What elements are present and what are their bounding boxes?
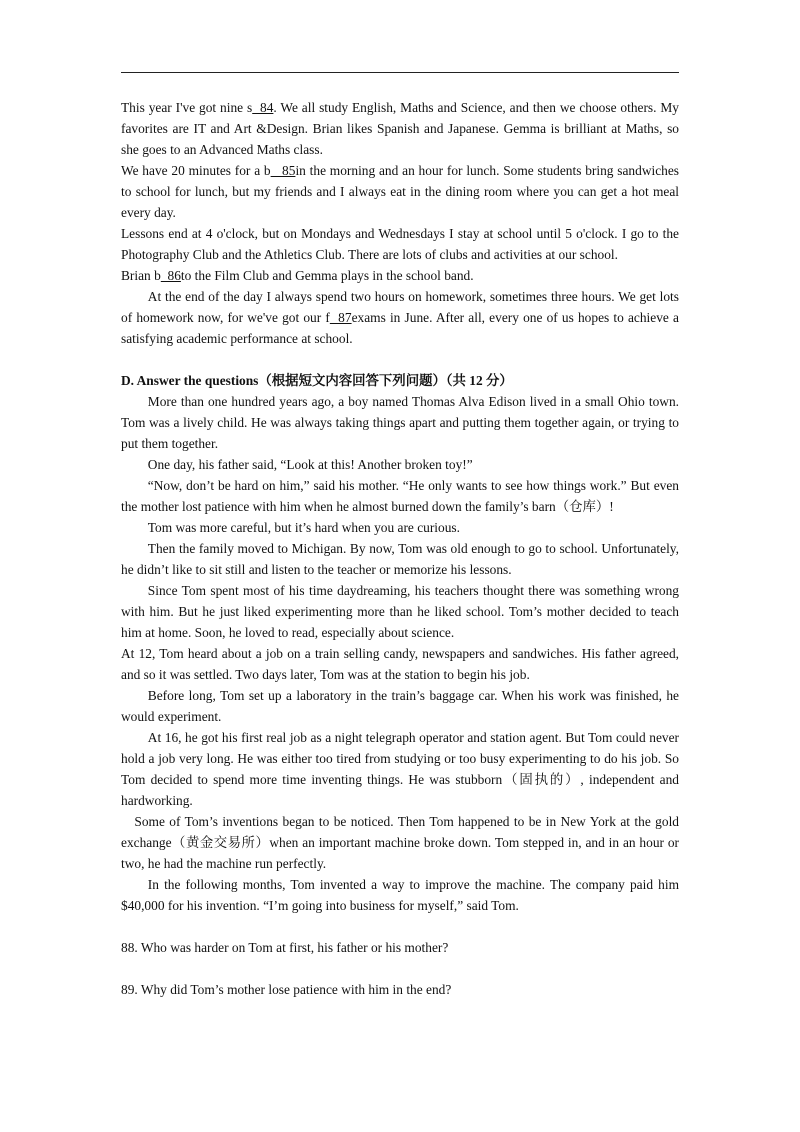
story-paragraph: At 12, Tom heard about a job on a train selling candy, newspapers and sandwiches. His father agreed, and so it was settled. Two days later, Tom was at the station to begin his job. — [121, 646, 679, 682]
header-rule — [121, 72, 679, 73]
story-paragraph: At 16, he got his first real job as a night telegraph operator and station agent. But Tom could never hold a job very long. He was either too tired from studying or too busy experimenting to do his job. So Tom decided to spend more time inventing things. He was stubborn（固执的）, independent and hardworking. — [121, 730, 679, 808]
question-88: 88. Who was harder on Tom at first, his father or his mother? — [121, 940, 449, 955]
story-paragraph: Before long, Tom set up a laboratory in the train’s baggage car. When his work was finished, he would experiment. — [121, 688, 679, 724]
section-d-heading: D. Answer the questions（根据短文内容回答下列问题）（共 12 分） — [121, 373, 513, 388]
blank-84: 84 — [252, 100, 274, 115]
passage-c-paragraph-1: This year I've got nine s 84. We all study English, Maths and Science, and then we choose others. My favorites are IT and Art &Design. Brian likes Spanish and Japanese. Gemma is brilliant at Maths, so she goes to an Advanced Maths class. — [121, 100, 679, 157]
spacer — [121, 916, 679, 937]
passage-c-paragraph-4: Brian b 86to the Film Club and Gemma plays in the school band. — [121, 268, 474, 283]
story-paragraph: Tom was more careful, but it’s hard when you are curious. — [147, 520, 460, 535]
story-paragraph: “Now, don’t be hard on him,” said his mother. “He only wants to see how things work.” But even the mother lost patience with him when he almost burned down the family’s barn（仓库）! — [121, 478, 679, 514]
blank-86: 86 — [160, 268, 181, 283]
story-paragraph: Some of Tom’s inventions began to be noticed. Then Tom happened to be in New York at the gold exchange（黄金交易所）when an important machine broke down. Tom stepped in, and in an hour or two, he had the machine run perfectly. — [121, 814, 679, 871]
story-paragraph: Then the family moved to Michigan. By now, Tom was old enough to go to school. Unfortunately, he didn’t like to sit still and listen to the teacher or memorize his lessons. — [121, 541, 679, 577]
passage-c-paragraph-3: Lessons end at 4 o'clock, but on Mondays and Wednesdays I stay at school until 5 o'clock. I go to the Photography Club and the Athletics Club. There are lots of clubs and activities at our school. — [121, 226, 679, 262]
passage-c-paragraph-5: At the end of the day I always spend two hours on homework, sometimes three hours. We get lots of homework now, for we've got our f 87exams in June. After all, every one of us hopes to achieve a satisfying academic performance at school. — [121, 289, 679, 346]
spacer — [121, 349, 679, 370]
spacer — [121, 958, 679, 979]
story-paragraph: One day, his father said, “Look at this! Another broken toy!” — [147, 457, 473, 472]
document-content — [121, 97, 679, 1000]
question-89: 89. Why did Tom’s mother lose patience with him in the end? — [121, 982, 452, 997]
blank-87: 87 — [329, 310, 352, 325]
story-paragraph: Since Tom spent most of his time daydreaming, his teachers thought there was something wrong with him. But he just liked experimenting more than he liked school. Tom’s mother decided to teach him at home. Soon, he loved to read, especially about science. — [121, 583, 679, 640]
story-paragraph: In the following months, Tom invented a way to improve the machine. The company paid him $40,000 for his invention. “I’m going into business for myself,” said Tom. — [121, 877, 679, 913]
passage-c-paragraph-2: We have 20 minutes for a b 85in the morning and an hour for lunch. Some students bring sandwiches to school for lunch, but my friends and I always eat in the dining room where you can get a hot meal every day. — [121, 163, 680, 220]
story-paragraph: More than one hundred years ago, a boy named Thomas Alva Edison lived in a small Ohio town. Tom was a lively child. He was always taking things apart and putting them together again, or trying to put them together. — [121, 394, 679, 451]
blank-85: 85 — [270, 163, 296, 178]
